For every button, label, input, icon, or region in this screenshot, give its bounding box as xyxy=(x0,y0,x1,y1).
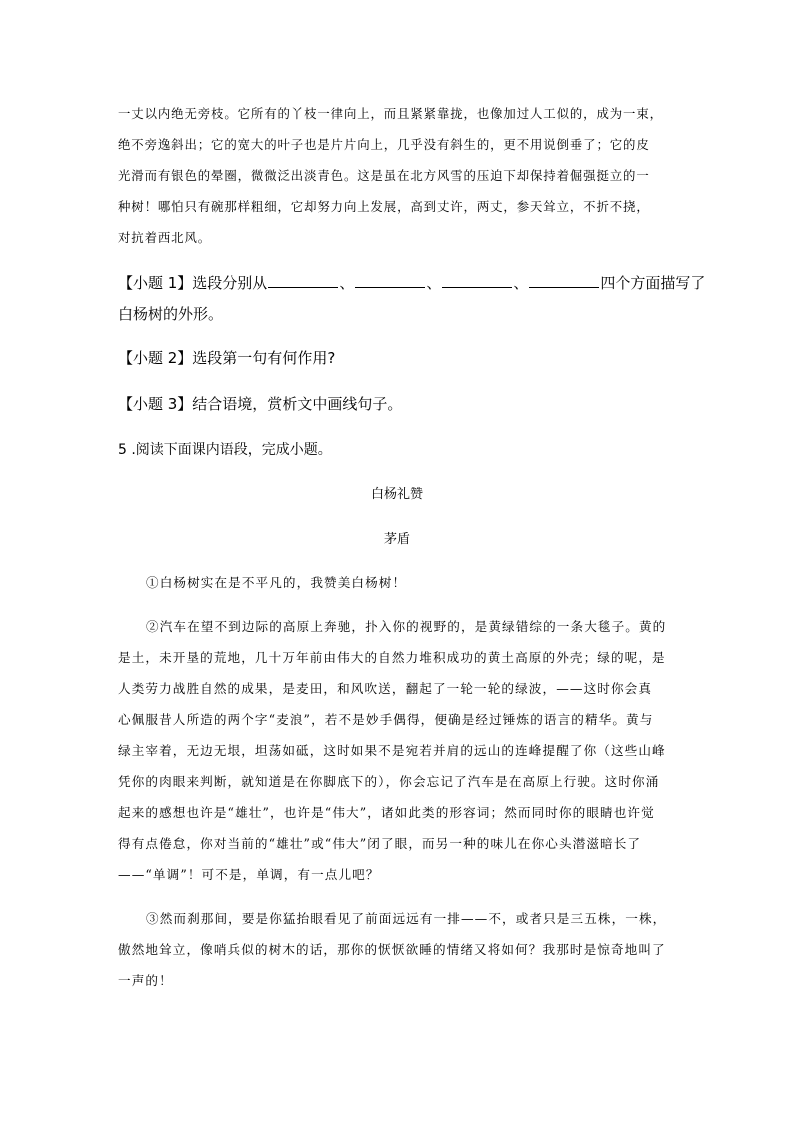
paragraph-2-line: 心佩服昔人所造的两个字“麦浪”，若不是妙手偶得，便确是经过锤炼的语言的精华。黄与 xyxy=(118,712,654,727)
separator: 、 xyxy=(513,274,529,292)
passage-line: 对抗着西北风。 xyxy=(118,230,212,245)
paragraph-2-line: 人类劳力战胜自然的成果，是麦田，和风吹送，翻起了一轮一轮的绿波，——这时你会真 xyxy=(118,681,653,696)
passage-line: 光滑而有银色的晕圈，微微泛出淡青色。这是虽在北方风雪的压迫下却保持着倔强挺立的一 xyxy=(118,168,650,183)
passage-line: 绝不旁逸斜出；它的宽大的叶子也是片片向上，几乎没有斜生的，更不用说倒垂了；它的皮 xyxy=(118,137,650,152)
separator: 、 xyxy=(339,274,355,292)
question-2: 【小题 2】选段第一句有何作用? xyxy=(118,349,336,367)
question-5: 5 .阅读下面课内语段，完成小题。 xyxy=(118,442,332,458)
passage-line: 一丈以内绝无旁枝。它所有的丫枝一律向上，而且紧紧靠拢，也像加过人工似的，成为一束， xyxy=(118,106,663,121)
answer-blank[interactable] xyxy=(268,273,338,288)
question-3: 【小题 3】结合语境，赏析文中画线句子。 xyxy=(118,395,403,413)
paragraph-2-line: ②汽车在望不到边际的高原上奔驰，扑入你的视野的，是黄绿错综的一条大毯子。黄的 xyxy=(146,619,667,634)
paragraph-3-line: 傲然地耸立，像哨兵似的树木的话，那你的恹恹欲睡的情绪又将如何？我那时是惊奇地叫了 xyxy=(118,942,666,957)
separator: 、 xyxy=(426,274,442,292)
article-title: 白杨礼赞 xyxy=(370,487,423,502)
paragraph-2-line: 起来的感想也许是“雄壮”，也许是“伟大”，诸如此类的形容词；然而同时你的眼睛也许觉 xyxy=(118,805,655,820)
paragraph-2-line: 得有点倦怠，你对当前的“雄壮”或“伟大”闭了眼，而另一种的味儿在你心头潜滋暗长了 xyxy=(118,836,642,851)
question-1-prefix: 【小题 1】选段分别从 xyxy=(118,274,268,292)
paragraph-3-line: 一声的！ xyxy=(118,973,173,988)
answer-blank[interactable] xyxy=(529,273,599,288)
paragraph-2-line: 是土，未开垦的荒地，几十万年前由伟大的自然力堆积成功的黄土高原的外壳；绿的呢，是 xyxy=(118,650,666,665)
paragraph-2-line: 绿主宰着，无边无垠，坦荡如砥，这时如果不是宛若并肩的远山的连峰提醒了你（这些山峰 xyxy=(118,743,666,758)
paragraph-1: ①白杨树实在是不平凡的，我赞美白杨树！ xyxy=(146,575,407,590)
paragraph-2-line: ——“单调”！可不是，单调，有一点儿吧？ xyxy=(118,867,380,882)
question-1 xyxy=(118,272,705,293)
passage-line: 种树！哪怕只有碗那样粗细，它却努力向上发展，高到丈许，两丈，参天耸立，不折不挠， xyxy=(118,199,650,214)
answer-blank[interactable] xyxy=(355,273,425,288)
question-1-suffix: 四个方面描写了 xyxy=(600,274,706,292)
paragraph-2-line: 凭你的肉眼来判断，就知道是在你脚底下的），你会忘记了汽车是在高原上行驶。这时你涌 xyxy=(118,774,660,789)
paragraph-3-line: ③然而刹那间，要是你猛抬眼看见了前面远远有一排——不，或者只是三五株，一株， xyxy=(146,911,667,926)
question-1-line2: 白杨树的外形。 xyxy=(118,305,224,323)
article-author: 茅盾 xyxy=(383,532,410,547)
answer-blank[interactable] xyxy=(442,273,512,288)
